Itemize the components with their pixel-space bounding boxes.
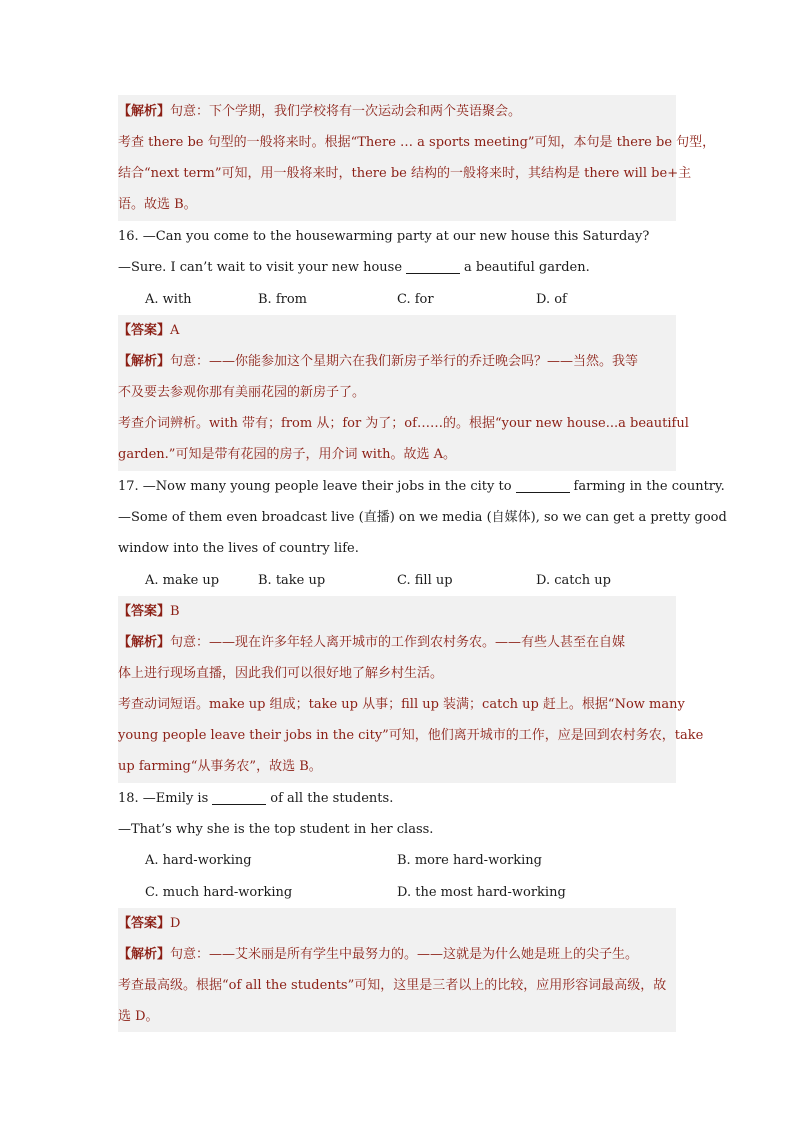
analysis-15-line-2: 考查 there be 句型的一般将来时。根据“There … a sports meeting”可知，本句是 there be 句型，	[118, 135, 716, 150]
question-17-stem-3: window into the lives of country life.	[118, 541, 359, 556]
analysis-text: 句意：——你能参加这个星期六在我们新房子举行的乔迁晚会吗？——当然。我等	[170, 354, 639, 369]
answer-blank	[516, 478, 570, 493]
analysis-17-line-2: 体上进行现场直播，因此我们可以很好地了解乡村生活。	[118, 666, 444, 681]
option-a: A. make up	[145, 573, 220, 588]
analysis-15-line-1	[118, 96, 521, 127]
analysis-text: 句意：下个学期，我们学校将有一次运动会和两个英语聚会。	[170, 104, 522, 119]
question-18-stem-1	[118, 783, 393, 814]
answer-tag: 【答案】	[118, 604, 171, 619]
answer-blank	[212, 790, 266, 805]
option-c: C. for	[397, 292, 434, 307]
question-16-stem-2	[118, 252, 590, 283]
analysis-tag: 【解析】	[118, 635, 171, 650]
analysis-tag: 【解析】	[118, 104, 171, 119]
question-17-stem-1	[118, 471, 725, 502]
answer-tag: 【答案】	[118, 916, 171, 931]
option-d: D. catch up	[536, 573, 611, 588]
analysis-text: 句意：——艾米丽是所有学生中最努力的。——这就是为什么她是班上的尖子生。	[170, 947, 639, 962]
analysis-17-line-5: up farming“从事务农”，故选 B。	[118, 759, 322, 774]
question-17-stem-2: —Some of them even broadcast live (直播) on we media (自媒体), so we can get a pretty good	[118, 510, 727, 525]
stem-text-before: —Sure. I can’t wait to visit your new house	[118, 260, 403, 275]
option-b: B. from	[258, 292, 307, 307]
answer-17	[118, 596, 180, 627]
analysis-17-line-3: 考查动词短语。make up 组成；take up 从事；fill up 装满；catch up 赶上。根据“Now many	[118, 697, 685, 712]
answer-value: A	[170, 323, 180, 338]
option-b: B. take up	[258, 573, 326, 588]
option-a: A. hard-working	[145, 853, 252, 868]
answer-16	[118, 315, 179, 346]
analysis-16-line-3: 考查介词辨析。with 带有；from 从；for 为了；of……的。根据“your new house...a beautiful	[118, 416, 689, 431]
analysis-18-line-3: 选 D。	[118, 1009, 159, 1024]
analysis-16-line-1	[118, 346, 638, 377]
option-c: C. fill up	[397, 573, 453, 588]
analysis-16-line-4: garden.”可知是带有花园的房子，用介词 with。故选 A。	[118, 447, 456, 462]
option-d: D. the most hard-working	[397, 885, 566, 900]
stem-text-after: of all the students.	[270, 791, 394, 806]
analysis-15-line-3: 结合“next term”可知，用一般将来时，there be 结构的一般将来时，其结构是 there will be+主	[118, 166, 692, 181]
option-a: A. with	[145, 292, 192, 307]
question-18-stem-2: —That’s why she is the top student in her class.	[118, 822, 434, 837]
answer-tag: 【答案】	[118, 323, 171, 338]
answer-18	[118, 908, 180, 939]
option-c: C. much hard-working	[145, 885, 293, 900]
analysis-18-line-1	[118, 939, 638, 970]
option-b: B. more hard-working	[397, 853, 542, 868]
stem-text-after: farming in the country.	[573, 479, 725, 494]
stem-text-after: a beautiful garden.	[464, 260, 590, 275]
answer-value: D	[170, 916, 181, 931]
option-d: D. of	[536, 292, 567, 307]
analysis-17-line-1	[118, 627, 625, 658]
analysis-text: 句意：——现在许多年轻人离开城市的工作到农村务农。——有些人甚至在自媒	[170, 635, 626, 650]
analysis-15-line-4: 语。故选 B。	[118, 197, 197, 212]
stem-text-before: 18. —Emily is	[118, 791, 209, 806]
analysis-tag: 【解析】	[118, 947, 171, 962]
question-16-stem-1: 16. —Can you come to the housewarming party at our new house this Saturday?	[118, 229, 650, 244]
analysis-16-line-2: 不及要去参观你那有美丽花园的新房子了。	[118, 385, 366, 400]
stem-text-before: 17. —Now many young people leave their jobs in the city to	[118, 479, 512, 494]
analysis-tag: 【解析】	[118, 354, 171, 369]
analysis-18-line-2: 考查最高级。根据“of all the students”可知，这里是三者以上的比较，应用形容词最高级，故	[118, 978, 667, 993]
answer-value: B	[170, 604, 180, 619]
analysis-17-line-4: young people leave their jobs in the city”可知，他们离开城市的工作，应是回到农村务农，take	[118, 728, 704, 743]
answer-blank	[406, 259, 460, 274]
